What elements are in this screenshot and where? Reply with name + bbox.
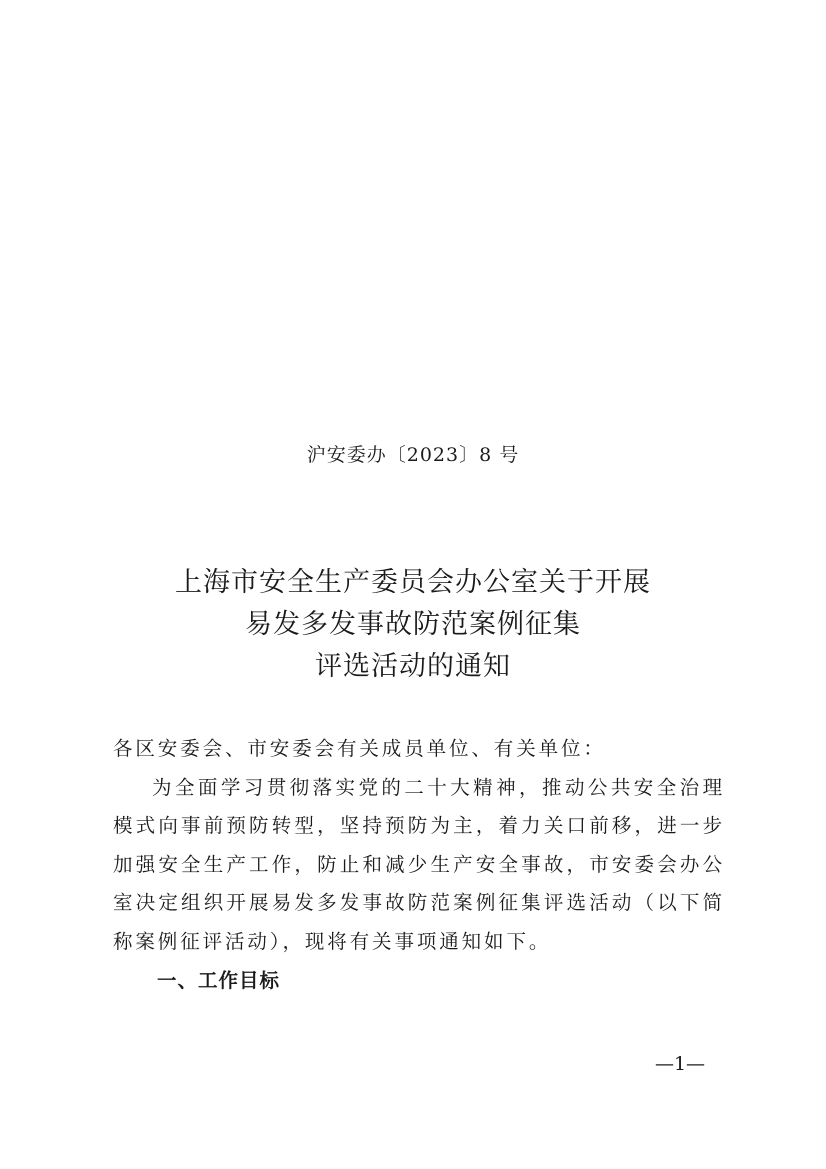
body-paragraph: 为全面学习贯彻落实党的二十大精神，推动公共安全治理模式向事前预防转型，坚持预防为主，着力关口前移，进一步加强安全生产工作，防止和减少生产安全事故，市安委会办公室决定组织开展易发多发事故防范案例征集评选活动（以下简称案例征评活动），现将有关事项通知如下。 [113,775,725,953]
title-line: 上海市安全生产委员会办公室关于开展 [175,567,651,598]
document-body [113,730,725,1000]
page-number: —1— [654,1053,706,1075]
section-heading: 一、工作目标 [157,968,281,992]
salutation: 各区安委会、市安委会有关成员单位、有关单位： [113,737,606,760]
title-line: 评选活动的通知 [315,651,511,682]
document-number: 沪安委办〔2023〕8 号 [306,444,520,466]
document-title [0,562,826,688]
title-line: 易发多发事故防范案例征集 [245,609,581,640]
